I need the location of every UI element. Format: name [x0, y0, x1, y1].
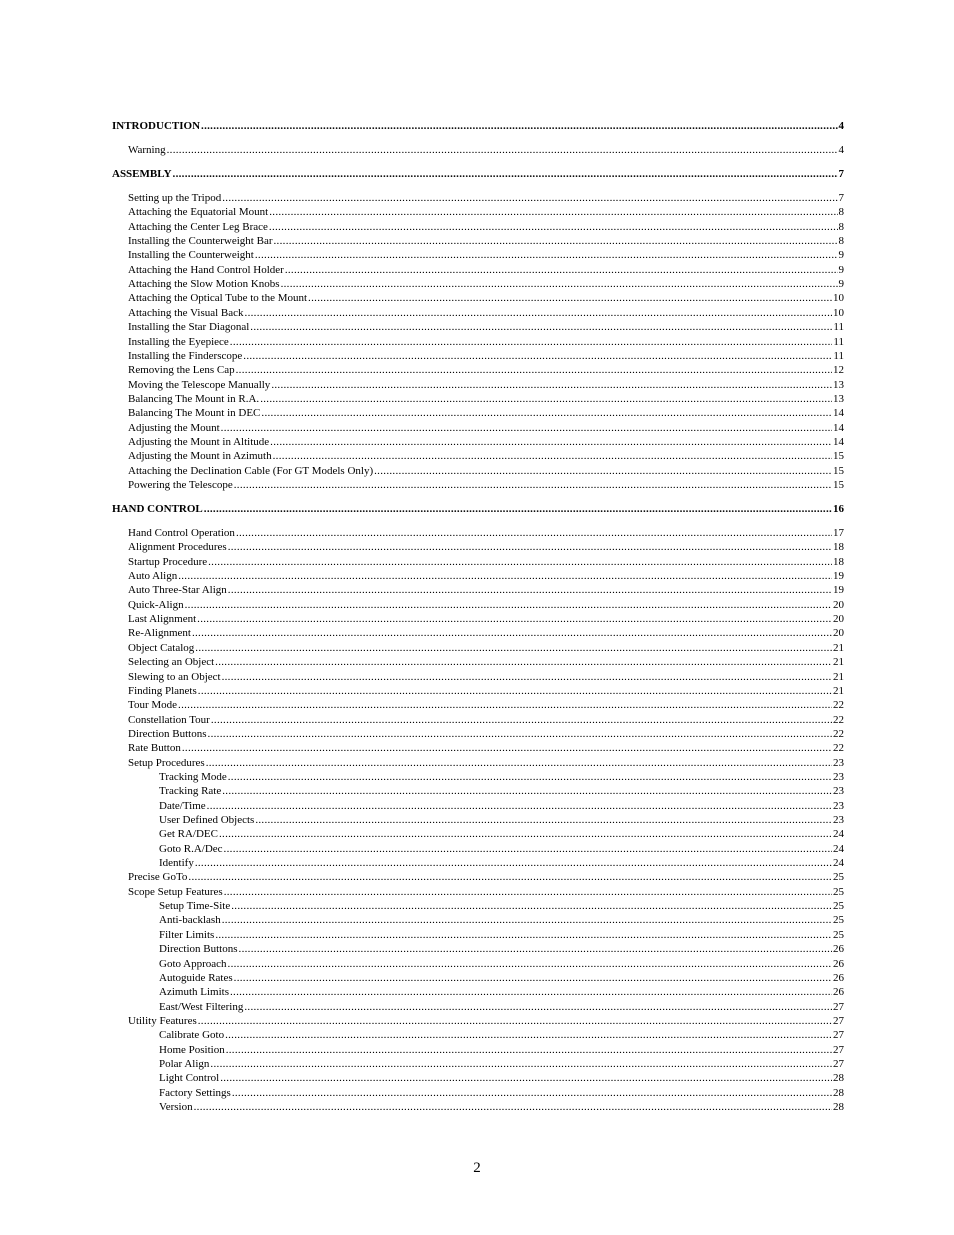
toc-entry-page: 10 [833, 292, 844, 305]
toc-entry-title: Installing the Counterweight Bar [128, 235, 273, 248]
toc-entry-title: Tracking Mode [159, 770, 227, 783]
toc-entry-page: 28 [833, 1101, 844, 1113]
toc-entry[interactable] [128, 671, 844, 684]
toc-entry-title: Direction Buttons [128, 727, 207, 740]
toc-entry-page: 24 [833, 842, 844, 855]
toc-entry[interactable] [128, 541, 844, 554]
toc-entry-title: Adjusting the Mount [128, 421, 220, 434]
toc-entry-title: Setup Time-Site [159, 900, 231, 913]
toc-entry[interactable] [128, 235, 844, 248]
toc-leader-dots [269, 206, 837, 219]
toc-entry[interactable] [128, 307, 844, 320]
toc-entry[interactable] [128, 364, 844, 377]
toc-leader-dots [178, 570, 832, 583]
toc-entry[interactable] [128, 556, 844, 569]
toc-entry-page: 22 [833, 727, 844, 740]
toc-leader-dots [231, 900, 832, 913]
toc-leader-dots [228, 771, 832, 784]
toc-entry-title: Moving the Telescope Manually [128, 378, 271, 391]
toc-entry[interactable] [159, 929, 844, 942]
toc-entry-title: Goto Approach [159, 957, 227, 970]
toc-entry[interactable] [159, 1087, 844, 1100]
toc-leader-dots [167, 144, 838, 157]
toc-leader-dots [224, 886, 832, 899]
toc-leader-dots [244, 1001, 832, 1014]
toc-leader-dots [374, 465, 832, 478]
toc-leader-dots [222, 192, 837, 205]
toc-entry-page: 26 [833, 943, 844, 956]
toc-entry-title: Tour Mode [128, 699, 178, 712]
toc-entry-page: 22 [833, 742, 844, 755]
toc-entry[interactable] [128, 613, 844, 626]
toc-leader-dots [195, 857, 832, 870]
toc-entry-page: 22 [833, 713, 844, 726]
toc-leader-dots [178, 699, 832, 712]
toc-entry[interactable] [159, 843, 844, 856]
toc-section[interactable] [112, 503, 844, 516]
toc-entry-title: Balancing The Mount in R.A. [128, 392, 260, 405]
toc-entry[interactable] [159, 857, 844, 870]
toc-entry-page: 27 [833, 1057, 844, 1070]
toc-entry-title: Warning [128, 144, 166, 156]
toc-entry[interactable] [128, 336, 844, 349]
toc-entry[interactable] [128, 422, 844, 435]
toc-entry-title: Utility Features [128, 1014, 197, 1027]
toc-leader-dots [225, 1029, 832, 1042]
toc-entry-title: Adjusting the Mount in Azimuth [128, 450, 272, 463]
toc-entry-page: 4 [838, 120, 844, 132]
toc-leader-dots [236, 364, 832, 377]
toc-leader-dots [207, 800, 832, 813]
toc-entry-page: 15 [833, 464, 844, 477]
toc-leader-dots [234, 972, 832, 985]
toc-entry-title: Last Alignment [128, 613, 197, 626]
toc-entry[interactable] [128, 656, 844, 669]
toc-section[interactable] [112, 120, 844, 133]
toc-entry-page: 23 [833, 770, 844, 783]
toc-leader-dots [250, 321, 832, 334]
toc-leader-dots [188, 871, 832, 884]
toc-entry-page: 8 [838, 220, 844, 233]
toc-entry-page: 23 [833, 756, 844, 769]
toc-entry-page: 25 [833, 914, 844, 927]
toc-entry-title: User Defined Objects [159, 814, 255, 826]
toc-entry-title: Removing the Lens Cap [128, 364, 235, 377]
toc-entry-title: Installing the Counterweight [128, 249, 254, 262]
toc-entry-title: Installing the Eyepiece [128, 335, 229, 348]
toc-entry-page: 14 [833, 435, 844, 448]
toc-entry-page: 15 [833, 450, 844, 463]
toc-leader-dots [228, 584, 832, 597]
toc-entry[interactable] [159, 943, 844, 956]
toc-leader-dots [211, 714, 832, 727]
toc-entry-title: Scope Setup Features [128, 885, 223, 898]
toc-entry[interactable] [159, 914, 844, 927]
toc-leader-dots [230, 336, 833, 349]
toc-entry[interactable] [128, 144, 844, 157]
toc-entry-page: 4 [838, 144, 844, 156]
toc-leader-dots [215, 656, 832, 669]
toc-entry[interactable] [128, 886, 844, 899]
toc-entry-page: 11 [833, 335, 844, 348]
toc-entry-page: 10 [833, 306, 844, 319]
toc-leader-dots [222, 671, 832, 684]
toc-entry-page: 27 [833, 1014, 844, 1027]
toc-entry-title: Factory Settings [159, 1086, 231, 1099]
toc-entry-page: 7 [838, 192, 844, 204]
toc-entry-page: 14 [833, 421, 844, 434]
toc-entry-title: Version [159, 1101, 193, 1113]
toc-entry[interactable] [159, 1029, 844, 1042]
toc-leader-dots [271, 379, 832, 392]
toc-entry-title: Object Catalog [128, 641, 195, 654]
toc-entry[interactable] [159, 828, 844, 841]
toc-entry-title: Precise GoTo [128, 871, 188, 884]
toc-entry[interactable] [159, 986, 844, 999]
toc-leader-dots [255, 249, 838, 262]
toc-entry-page: 14 [833, 407, 844, 420]
toc-leader-dots [281, 278, 838, 291]
toc-entry-title: Attaching the Optical Tube to the Mount [128, 292, 308, 305]
toc-entry-title: Attaching the Equatorial Mount [128, 206, 269, 219]
toc-entry[interactable] [128, 292, 844, 305]
toc-leader-dots [221, 422, 832, 435]
toc-entry-title: East/West Filtering [159, 1000, 244, 1013]
toc-entry-title: Constellation Tour [128, 713, 210, 726]
toc-entry-title: Finding Planets [128, 684, 197, 697]
toc-leader-dots [226, 1044, 832, 1057]
toc-leader-dots [219, 828, 832, 841]
toc-leader-dots [222, 785, 832, 798]
toc-entry-page: 8 [838, 235, 844, 248]
toc-entry[interactable] [128, 249, 844, 262]
toc-leader-dots [197, 613, 832, 626]
toc-entry-page: 13 [833, 392, 844, 405]
toc-entry-page: 25 [833, 900, 844, 913]
toc-entry-page: 22 [833, 699, 844, 712]
toc-entry[interactable] [159, 1001, 844, 1014]
toc-leader-dots [234, 479, 832, 492]
toc-entry-title: Autoguide Rates [159, 971, 233, 984]
toc-entry[interactable] [128, 350, 844, 363]
toc-entry[interactable] [159, 771, 844, 784]
toc-entry[interactable] [128, 278, 844, 291]
toc-entry-page: 7 [838, 168, 844, 180]
toc-entry-page: 9 [838, 278, 844, 291]
toc-entry-page: 20 [833, 598, 844, 611]
toc-leader-dots [198, 685, 832, 698]
toc-entry-page: 27 [833, 1043, 844, 1056]
toc-entry-title: Powering the Telescope [128, 479, 233, 491]
toc-entry[interactable] [128, 742, 844, 755]
toc-entry[interactable] [159, 958, 844, 971]
toc-leader-dots [261, 407, 832, 420]
toc-entry[interactable] [159, 900, 844, 913]
toc-leader-dots [222, 914, 832, 927]
toc-entry-title: Setting up the Tripod [128, 192, 222, 204]
toc-leader-dots [194, 1101, 832, 1114]
toc-leader-dots [285, 264, 838, 277]
toc-entry-title: Get RA/DEC [159, 828, 218, 841]
toc-entry-page: 18 [833, 541, 844, 554]
toc-entry[interactable] [128, 627, 844, 640]
toc-leader-dots [274, 235, 838, 248]
toc-leader-dots [185, 599, 832, 612]
toc-entry-page: 24 [833, 857, 844, 870]
toc-entry-page: 21 [833, 641, 844, 654]
toc-entry[interactable] [128, 379, 844, 392]
toc-entry[interactable] [159, 1072, 844, 1085]
toc-entry-title: Quick-Align [128, 598, 184, 611]
toc-entry-page: 28 [833, 1072, 844, 1085]
toc-entry-title: Home Position [159, 1043, 225, 1056]
toc-leader-dots [215, 929, 832, 942]
toc-leader-dots [232, 1087, 832, 1100]
toc-entry[interactable] [128, 221, 844, 234]
toc-leader-dots [201, 120, 837, 133]
toc-entry-page: 18 [833, 555, 844, 568]
toc-entry[interactable] [128, 264, 844, 277]
toc-entry[interactable] [128, 206, 844, 219]
toc-leader-dots [210, 1058, 832, 1071]
toc-leader-dots [192, 627, 832, 640]
toc-leader-dots [208, 728, 832, 741]
toc-entry-title: Date/Time [159, 799, 206, 812]
toc-entry[interactable] [159, 800, 844, 813]
toc-entry[interactable] [128, 714, 844, 727]
toc-entry-title: Attaching the Declination Cable (For GT Models Only) [128, 464, 374, 477]
toc-leader-dots [308, 292, 832, 305]
toc-entry-title: Anti-backlash [159, 914, 221, 927]
toc-entry-page: 26 [833, 971, 844, 984]
toc-entry-title: Attaching the Visual Back [128, 306, 244, 319]
toc-entry[interactable] [128, 757, 844, 770]
toc-entry-title: Direction Buttons [159, 943, 238, 956]
toc-leader-dots [273, 450, 832, 463]
toc-leader-dots [198, 1015, 832, 1028]
toc-entry[interactable] [128, 685, 844, 698]
toc-entry[interactable] [159, 785, 844, 798]
toc-entry-title: Auto Align [128, 570, 178, 583]
toc-entry-page: 26 [833, 957, 844, 970]
toc-entry[interactable] [128, 1015, 844, 1028]
toc-entry-page: 23 [833, 799, 844, 812]
toc-leader-dots [206, 757, 832, 770]
toc-entry-page: 25 [833, 871, 844, 884]
toc-leader-dots [228, 958, 832, 971]
toc-entry[interactable] [159, 1044, 844, 1057]
toc-entry[interactable] [128, 570, 844, 583]
toc-entry-page: 11 [833, 321, 844, 334]
toc-entry-title: Installing the Star Diagonal [128, 321, 250, 334]
toc-leader-dots [230, 986, 832, 999]
toc-entry[interactable] [159, 1101, 844, 1114]
toc-leader-dots [245, 307, 832, 320]
toc-entry[interactable] [128, 599, 844, 612]
toc-entry-page: 16 [833, 503, 844, 515]
toc-leader-dots [243, 350, 832, 363]
toc-entry-title: Attaching the Hand Control Holder [128, 263, 284, 276]
toc-entry-page: 19 [833, 570, 844, 583]
toc-entry-page: 27 [833, 1000, 844, 1013]
toc-entry-title: Azimuth Limits [159, 986, 229, 999]
toc-leader-dots [195, 642, 832, 655]
page-number: 2 [473, 1160, 481, 1176]
toc-entry-page: 15 [833, 479, 844, 491]
toc-entry-title: Goto R.A/Dec [159, 842, 223, 855]
toc-entry-page: 9 [838, 249, 844, 262]
toc-entry-title: Slewing to an Object [128, 670, 221, 683]
toc-entry-title: Filter Limits [159, 928, 215, 941]
toc-entry-title: Light Control [159, 1072, 220, 1085]
toc-entry-title: Adjusting the Mount in Altitude [128, 435, 270, 448]
toc-entry[interactable] [128, 728, 844, 741]
toc-entry[interactable] [128, 699, 844, 712]
toc-entry[interactable] [128, 436, 844, 449]
toc-entry[interactable] [128, 479, 844, 492]
toc-entry-page: 27 [833, 1029, 844, 1042]
toc-leader-dots [173, 168, 838, 181]
toc-leader-dots [204, 503, 832, 516]
toc-leader-dots [236, 527, 832, 540]
toc-entry[interactable] [128, 407, 844, 420]
toc-leader-dots [255, 814, 832, 827]
toc-entry-title: Auto Three-Star Align [128, 584, 227, 597]
toc-leader-dots [228, 541, 832, 554]
toc-entry-page: 19 [833, 584, 844, 597]
toc-entry-page: 20 [833, 613, 844, 626]
toc-entry-page: 11 [833, 349, 844, 362]
toc-entry[interactable] [128, 871, 844, 884]
toc-entry-title: INTRODUCTION [112, 120, 201, 132]
toc-entry-title: Setup Procedures [128, 756, 205, 769]
toc-entry-title: Hand Control Operation [128, 527, 235, 539]
toc-leader-dots [270, 436, 832, 449]
toc-entry[interactable] [159, 814, 844, 827]
toc-entry-title: Startup Procedure [128, 555, 208, 568]
toc-entry-page: 21 [833, 656, 844, 669]
toc-leader-dots [239, 943, 832, 956]
toc-entry-page: 12 [833, 364, 844, 377]
toc-entry-title: Rate Button [128, 742, 181, 755]
toc-leader-dots [220, 1072, 832, 1085]
toc-entry-page: 23 [833, 785, 844, 798]
toc-entry-title: ASSEMBLY [112, 168, 172, 180]
toc-entry-page: 8 [838, 206, 844, 219]
toc-entry[interactable] [128, 465, 844, 478]
toc-entry[interactable] [159, 1058, 844, 1071]
toc-leader-dots [269, 221, 838, 234]
toc-entry-page: 21 [833, 684, 844, 697]
toc-entry-page: 17 [833, 527, 844, 539]
toc-entry-title: Identify [159, 857, 194, 870]
toc-entry-title: Calibrate Goto [159, 1029, 225, 1042]
toc-leader-dots [182, 742, 832, 755]
toc-entry-page: 25 [833, 885, 844, 898]
toc-entry-title: Selecting an Object [128, 656, 215, 669]
toc-entry-title: Tracking Rate [159, 785, 222, 798]
toc-entry-title: Balancing The Mount in DEC [128, 407, 261, 420]
toc-entry-page: 26 [833, 986, 844, 999]
toc-entry-page: 23 [833, 814, 844, 826]
toc-entry[interactable] [128, 527, 844, 540]
toc-entry-title: Installing the Finderscope [128, 349, 243, 362]
toc-entry-title: Polar Align [159, 1057, 210, 1070]
toc-entry-title: Re-Alignment [128, 627, 191, 640]
toc-entry-page: 28 [833, 1086, 844, 1099]
toc-entry-title: Alignment Procedures [128, 541, 227, 554]
toc-entry[interactable] [159, 972, 844, 985]
toc-entry-page: 20 [833, 627, 844, 640]
toc-entry-page: 9 [838, 263, 844, 276]
toc-entry[interactable] [128, 584, 844, 597]
toc-entry-page: 24 [833, 828, 844, 841]
toc-entry-title: Attaching the Center Leg Brace [128, 220, 268, 233]
toc-entry-page: 13 [833, 378, 844, 391]
toc-entry-page: 21 [833, 670, 844, 683]
toc-entry[interactable] [128, 321, 844, 334]
toc-entry-page: 25 [833, 928, 844, 941]
toc-entry-title: HAND CONTROL [112, 503, 203, 515]
toc-entry[interactable] [128, 192, 844, 205]
toc-entry[interactable] [128, 450, 844, 463]
toc-entry-title: Attaching the Slow Motion Knobs [128, 278, 280, 291]
toc-entry[interactable] [128, 642, 844, 655]
toc-section[interactable] [112, 168, 844, 181]
toc-leader-dots [260, 393, 832, 406]
toc-leader-dots [224, 843, 832, 856]
toc-entry[interactable] [128, 393, 844, 406]
toc-leader-dots [208, 556, 832, 569]
